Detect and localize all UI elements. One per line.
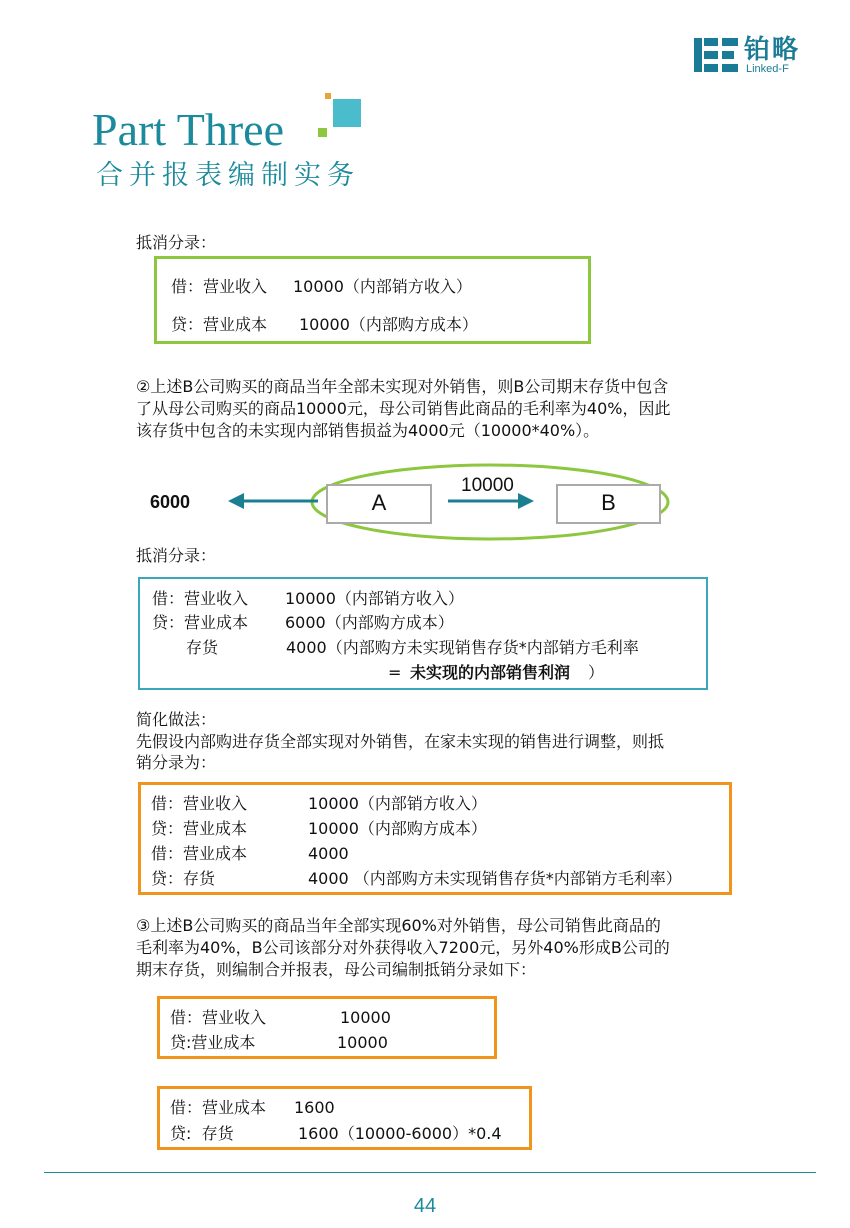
right-arrow-head xyxy=(518,493,534,509)
entry-side: 贷: 存货 xyxy=(170,1124,234,1143)
section3-para-line: 简化做法： xyxy=(136,710,217,729)
linked-f-logo-mark xyxy=(694,38,738,72)
page-number: 44 xyxy=(413,1195,437,1217)
node-a: A xyxy=(326,484,432,524)
decor-square-orange xyxy=(325,93,331,99)
entry-amount: 4000 （内部购方未实现销售存货*内部销方毛利率） xyxy=(308,869,682,888)
section4-entry-box-2 xyxy=(157,1086,532,1150)
entry-amount: 4000 xyxy=(308,844,349,863)
entry-side: 贷：存货 xyxy=(151,869,216,888)
closing-paren: ） xyxy=(588,663,605,682)
entry-amount: 10000 xyxy=(337,1033,388,1052)
entry-side: 借：营业收入 xyxy=(151,794,248,813)
entry-amount: 1600 xyxy=(294,1098,335,1117)
entry-amount: 10000（内部销方收入） xyxy=(293,277,472,296)
logo-english-name: Linked-F xyxy=(746,63,789,75)
section2-para-line: 了从母公司购买的商品10000元，母公司销售此商品的毛利率为40%，因此 xyxy=(136,399,671,418)
entry-side: 存货 xyxy=(186,638,219,657)
entry-side: 贷：营业成本 xyxy=(151,819,248,838)
entry-side: 贷:营业成本 xyxy=(170,1033,256,1052)
section4-para-line: 毛利率为40%，B公司该部分对外获得收入7200元，另外40%形成B公司的 xyxy=(136,938,670,957)
section4-para-line: ③上述B公司购买的商品当年全部实现60%对外销售，母公司销售此商品的 xyxy=(136,916,661,935)
section1-label: 抵消分录： xyxy=(136,233,217,252)
equals-sign: = xyxy=(388,663,402,682)
section2-para-line: ②上述B公司购买的商品当年全部未实现对外销售，则B公司期末存货中包含 xyxy=(136,377,669,396)
entry-side: 借：营业成本 xyxy=(170,1098,267,1117)
section3-para-line: 先假设内部购进存货全部实现对外销售，在家未实现的销售进行调整，则抵 xyxy=(136,732,665,751)
section2-entry-box xyxy=(138,577,708,690)
entry-amount: 10000（内部销方收入） xyxy=(308,794,487,813)
node-b: B xyxy=(556,484,661,524)
section1-entry-box xyxy=(154,256,591,344)
entry-side: 借：营业成本 xyxy=(151,844,248,863)
section2-para-line: 该存货中包含的未实现内部销售损益为4000元（10000*40%）。 xyxy=(136,421,600,440)
entry-amount: 6000（内部购方成本） xyxy=(285,613,454,632)
decor-square-green xyxy=(318,128,327,137)
diagram-left-value: 6000 xyxy=(150,492,191,512)
entry-amount: 10000 xyxy=(340,1008,391,1027)
decor-square-cyan xyxy=(333,99,361,127)
left-arrow-head xyxy=(228,493,244,509)
part-subtitle: 合并报表编制实务 xyxy=(96,160,360,191)
entry-amount: 10000（内部销方收入） xyxy=(285,589,464,608)
entry-side: 借：营业收入 xyxy=(170,1008,267,1027)
section4-para-line: 期末存货，则编制合并报表，母公司编制抵销分录如下： xyxy=(136,960,537,979)
section4-entry-box-1 xyxy=(157,996,497,1059)
entry-side: 借：营业收入 xyxy=(171,277,268,296)
entry-side: 借：营业收入 xyxy=(152,589,249,608)
entry-side: 贷：营业成本 xyxy=(152,613,249,632)
entry-amount: 10000（内部购方成本） xyxy=(308,819,487,838)
diagram-arrow-value: 10000 xyxy=(461,475,514,496)
footer-divider xyxy=(44,1172,816,1173)
part-title: Part Three xyxy=(92,104,285,155)
logo-chinese-name: 铂略 xyxy=(744,35,801,65)
section3-entry-box xyxy=(138,782,732,895)
entry-amount: 1600（10000-6000）*0.4 xyxy=(298,1124,502,1143)
section2-label: 抵消分录： xyxy=(136,546,217,565)
entry-side: 贷：营业成本 xyxy=(171,315,268,334)
entry-amount: 4000（内部购方未实现销售存货*内部销方毛利率 xyxy=(286,638,639,657)
section3-para-line: 销分录为： xyxy=(136,753,217,772)
unrealized-profit-label: 未实现的内部销售利润 xyxy=(410,663,571,682)
entry-amount: 10000（内部购方成本） xyxy=(299,315,478,334)
